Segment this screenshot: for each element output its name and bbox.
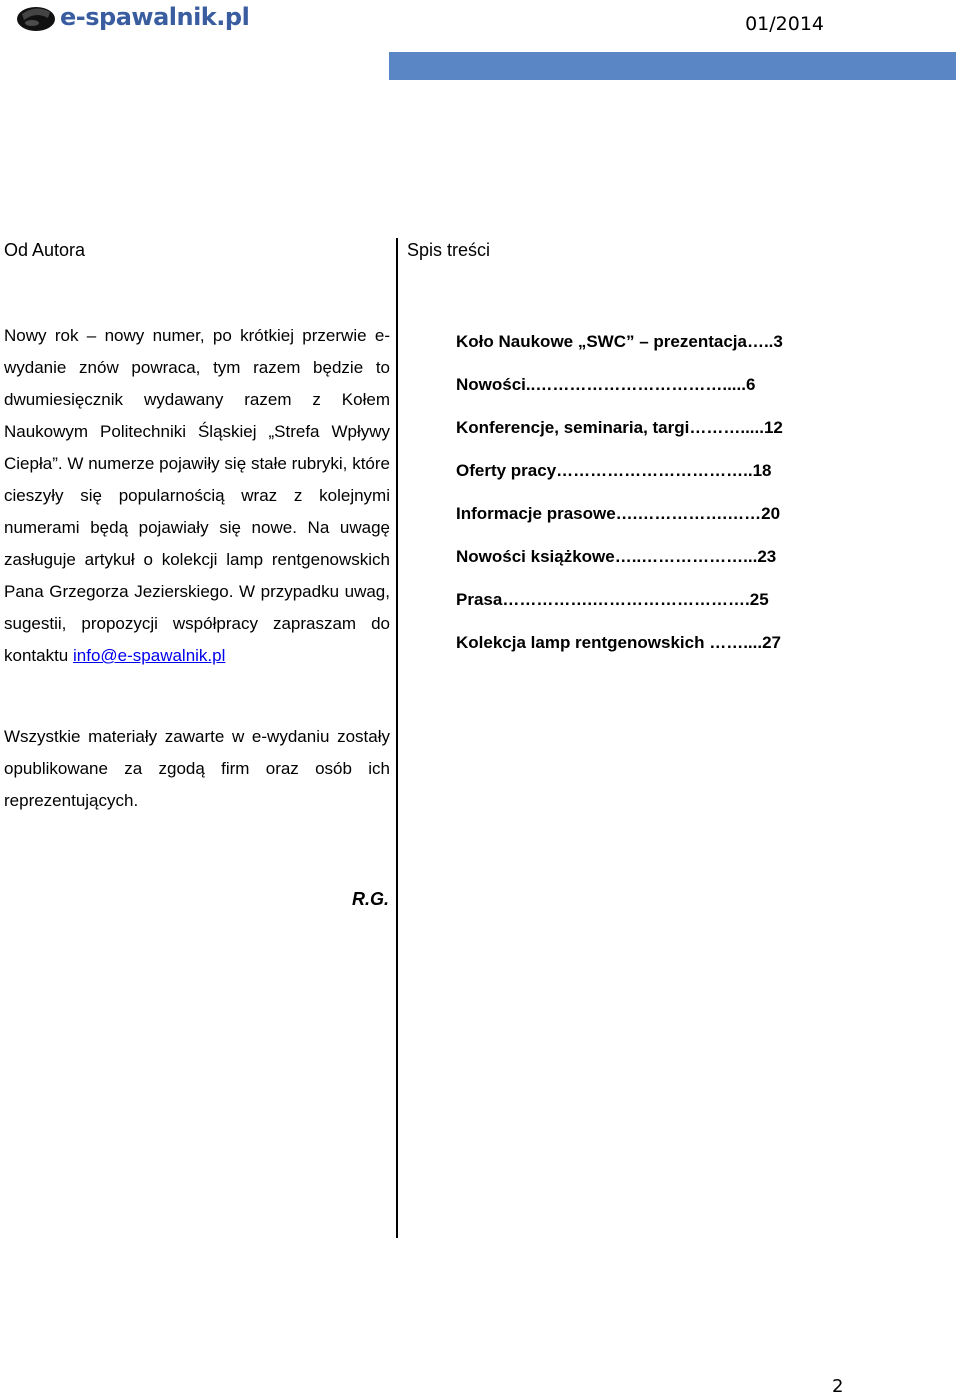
logo-text: e-spawalnik.pl [60, 3, 250, 31]
section-heading-toc: Spis treści [407, 240, 491, 260]
toc-item[interactable]: Nowości książkowe…..………………...23 [456, 547, 777, 566]
issue-number: 01/2014 [745, 13, 824, 35]
email-link[interactable]: info@e-spawalnik.pl [73, 646, 226, 665]
toc-item[interactable]: Oferty pracy……………………………..18 [456, 461, 772, 480]
author-paragraph [4, 320, 390, 672]
column-divider [396, 238, 398, 1238]
toc-item[interactable]: Kolekcja lamp rentgenowskich ……....27 [456, 633, 781, 652]
table-of-contents [456, 320, 896, 664]
toc-item[interactable]: Informacje prasowe….…………….……20 [456, 504, 781, 523]
logo [14, 0, 249, 34]
toc-item[interactable]: Konferencje, seminaria, targi……….....12 [456, 418, 783, 437]
signature: R.G. [352, 889, 390, 909]
author-note [4, 320, 390, 672]
disclaimer [4, 721, 390, 817]
toc-item[interactable]: Nowości..…………………………….....6 [456, 375, 756, 394]
disclaimer-paragraph: Wszystkie materiały zawarte w e-wydaniu zostały opublikowane za zgodą firm oraz osób ich reprezentujących. [4, 727, 390, 810]
page-number: 2 [832, 1376, 844, 1397]
toc-item[interactable]: Prasa…………….……………………….25 [456, 590, 769, 609]
toc-item[interactable]: Koło Naukowe „SWC” – prezentacja…..3 [456, 332, 783, 351]
section-heading-author: Od Autora [4, 240, 86, 260]
logo-mark-icon [14, 2, 58, 32]
author-paragraph-text: Nowy rok – nowy numer, po krótkiej przerwie e-wydanie znów powraca, tym razem będzie to dwumiesięcznik wydawany razem z Kołem Naukowym Politechniki Śląskiej „Strefa Wpływy Ciepła”. W numerze pojawiły się stałe rubryki, które cieszyły się popularnością wraz z kolejnymi numerami będą pojawiały się nowe. Na uwagę zasługuje artykuł o kolekcji lamp rentgenowskich Pana Grzegorza Jezierskiego. W przypadku uwag, sugestii, propozycji współpracy zapraszam do kontaktu [4, 326, 390, 665]
header-bar [389, 52, 956, 80]
